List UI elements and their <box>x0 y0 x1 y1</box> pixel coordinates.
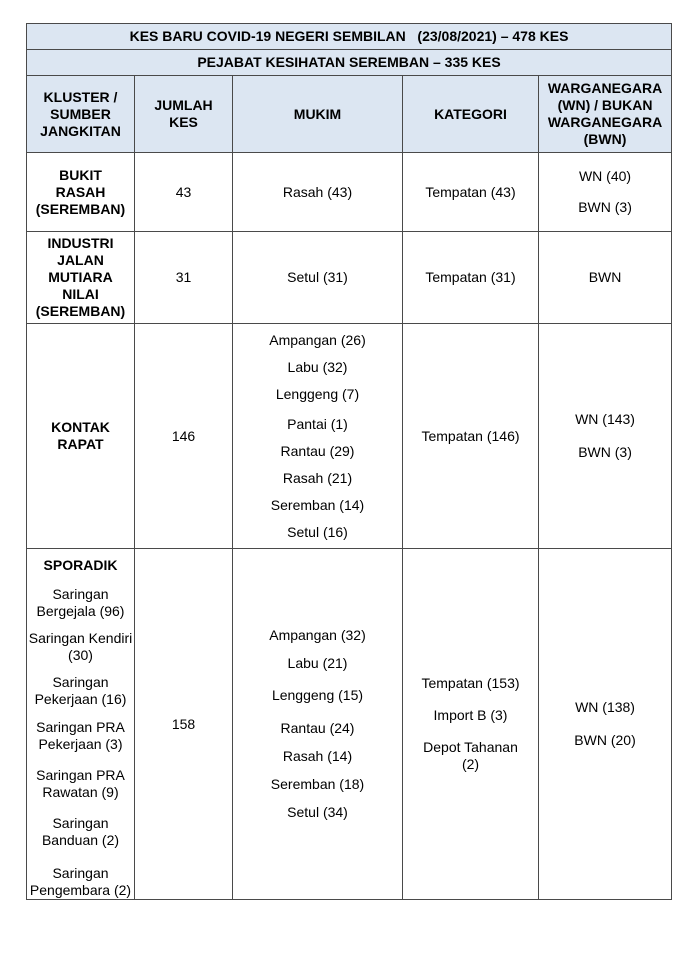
mukim-item: Rasah (21) <box>282 469 353 486</box>
mukim-item: Lenggeng (7) <box>275 385 360 402</box>
header-warga-line: WARGANEGARA <box>547 114 663 130</box>
header-kluster-line: JANGKITAN <box>40 122 121 139</box>
jumlah-cell: 158 <box>135 549 233 900</box>
mukim-item: Rantau (24) <box>280 720 355 736</box>
sporadik-item-line: Saringan <box>52 674 109 690</box>
kluster-line: NILAI <box>62 286 99 302</box>
warga-cell <box>539 153 672 232</box>
table-row <box>27 324 672 549</box>
sporadik-item-line: Saringan Kendiri <box>28 630 133 646</box>
mukim-cell <box>233 324 403 549</box>
warga-item: WN (40) <box>578 168 632 184</box>
sporadik-item-line: Pengembara (2) <box>29 882 132 898</box>
sporadik-item-line: Banduan (2) <box>41 832 120 848</box>
mukim-item: Pantai (1) <box>287 415 348 432</box>
warga-item: WN (138) <box>575 699 635 715</box>
jumlah-cell: 43 <box>135 153 233 232</box>
kategori-item: Tempatan (31) <box>425 269 516 285</box>
header-warga <box>539 76 672 153</box>
sporadik-item <box>27 767 134 801</box>
warga-item: BWN <box>588 269 622 285</box>
sporadik-item-line: Saringan PRA <box>36 767 125 783</box>
kategori-item: Tempatan (43) <box>425 183 516 200</box>
office-subtitle: PEJABAT KESIHATAN SEREMBAN – 335 KES <box>27 50 672 76</box>
report-title: KES BARU COVID-19 NEGERI SEMBILAN (23/08/2021) – 478 KES <box>27 24 672 50</box>
header-jumlah <box>135 76 233 153</box>
sporadik-item <box>27 719 134 753</box>
mukim-item: Ampangan (32) <box>269 627 366 643</box>
jumlah-cell: 31 <box>135 232 233 324</box>
mukim-item: Ampangan (26) <box>269 331 366 348</box>
mukim-item: Labu (21) <box>287 655 348 671</box>
mukim-item: Seremban (14) <box>270 496 365 513</box>
warga-cell <box>539 324 672 549</box>
kluster-cell <box>27 324 135 549</box>
header-jumlah-line: JUMLAH <box>154 97 213 113</box>
warga-cell <box>539 549 672 900</box>
warga-item: BWN (20) <box>574 732 636 748</box>
sporadik-item <box>27 865 134 899</box>
sporadik-item <box>27 674 134 708</box>
mukim-cell <box>233 549 403 900</box>
kluster-line: (SEREMBAN) <box>35 303 126 319</box>
sporadik-item <box>27 815 134 849</box>
sporadik-item-line: Pekerjaan (3) <box>38 736 123 752</box>
warga-item: BWN (3) <box>578 199 632 215</box>
kluster-line: BUKIT <box>59 166 102 183</box>
jumlah-cell: 146 <box>135 324 233 549</box>
mukim-item: Setul (34) <box>287 804 348 820</box>
kluster-line: (SEREMBAN) <box>35 200 126 217</box>
header-kategori: KATEGORI <box>403 76 539 153</box>
header-kluster-line: SUMBER <box>50 105 111 122</box>
table-row <box>27 232 672 324</box>
sporadik-item <box>27 630 134 664</box>
covid-cases-table <box>26 23 672 900</box>
kluster-cell <box>27 549 135 900</box>
header-warga-line: WARGANEGARA <box>547 80 663 96</box>
kategori-item: Tempatan (146) <box>421 427 520 444</box>
header-warga-line: (WN) / BUKAN <box>557 97 653 113</box>
mukim-item: Seremban (18) <box>270 776 365 792</box>
kategori-item: Tempatan (153) <box>421 675 520 691</box>
sporadik-item-line: Pekerjaan (16) <box>34 691 127 707</box>
warga-item: BWN (3) <box>578 444 632 460</box>
kluster-line: MUTIARA <box>48 269 113 285</box>
mukim-cell <box>233 232 403 324</box>
header-kluster <box>27 76 135 153</box>
mukim-item: Setul (16) <box>287 523 348 540</box>
kluster-line: KONTAK <box>51 419 110 435</box>
header-jumlah-line: KES <box>169 114 198 130</box>
mukim-item: Labu (32) <box>287 358 348 375</box>
kategori-cell <box>403 153 539 232</box>
warga-item: WN (143) <box>575 411 635 427</box>
sporadik-item-line: Saringan <box>52 815 109 831</box>
header-mukim: MUKIM <box>233 76 403 153</box>
sporadik-item-line: Bergejala (96) <box>36 603 125 619</box>
sporadik-item-line: Saringan PRA <box>36 719 125 735</box>
sporadik-item-line: Saringan <box>52 586 109 602</box>
mukim-item: Rantau (29) <box>280 442 355 459</box>
kategori-cell <box>403 324 539 549</box>
kluster-cell <box>27 232 135 324</box>
sporadik-item-line: Saringan <box>52 865 109 881</box>
mukim-cell <box>233 153 403 232</box>
kluster-line: RAPAT <box>57 436 104 452</box>
kluster-cell <box>27 153 135 232</box>
mukim-item: Setul (31) <box>287 269 348 285</box>
mukim-item: Rasah (43) <box>282 183 353 200</box>
kluster-title: SPORADIK <box>43 557 118 573</box>
kategori-cell <box>403 549 539 900</box>
kluster-line: JALAN <box>57 252 104 268</box>
mukim-item: Rasah (14) <box>282 748 353 764</box>
kategori-item: Depot Tahanan (2) <box>423 739 518 772</box>
kluster-line: RASAH <box>55 183 106 200</box>
mukim-item: Lenggeng (15) <box>271 687 364 703</box>
table-row <box>27 153 672 232</box>
header-warga-line: (BWN) <box>583 131 627 147</box>
sporadik-item <box>27 586 134 620</box>
warga-cell <box>539 232 672 324</box>
sporadik-item-line: Rawatan (9) <box>42 784 119 800</box>
kategori-cell <box>403 232 539 324</box>
kluster-line: INDUSTRI <box>47 235 114 251</box>
kategori-item: Import B (3) <box>433 707 508 723</box>
sporadik-item-line: (30) <box>68 647 93 663</box>
header-kluster-line: KLUSTER / <box>43 88 118 105</box>
table-row <box>27 549 672 900</box>
